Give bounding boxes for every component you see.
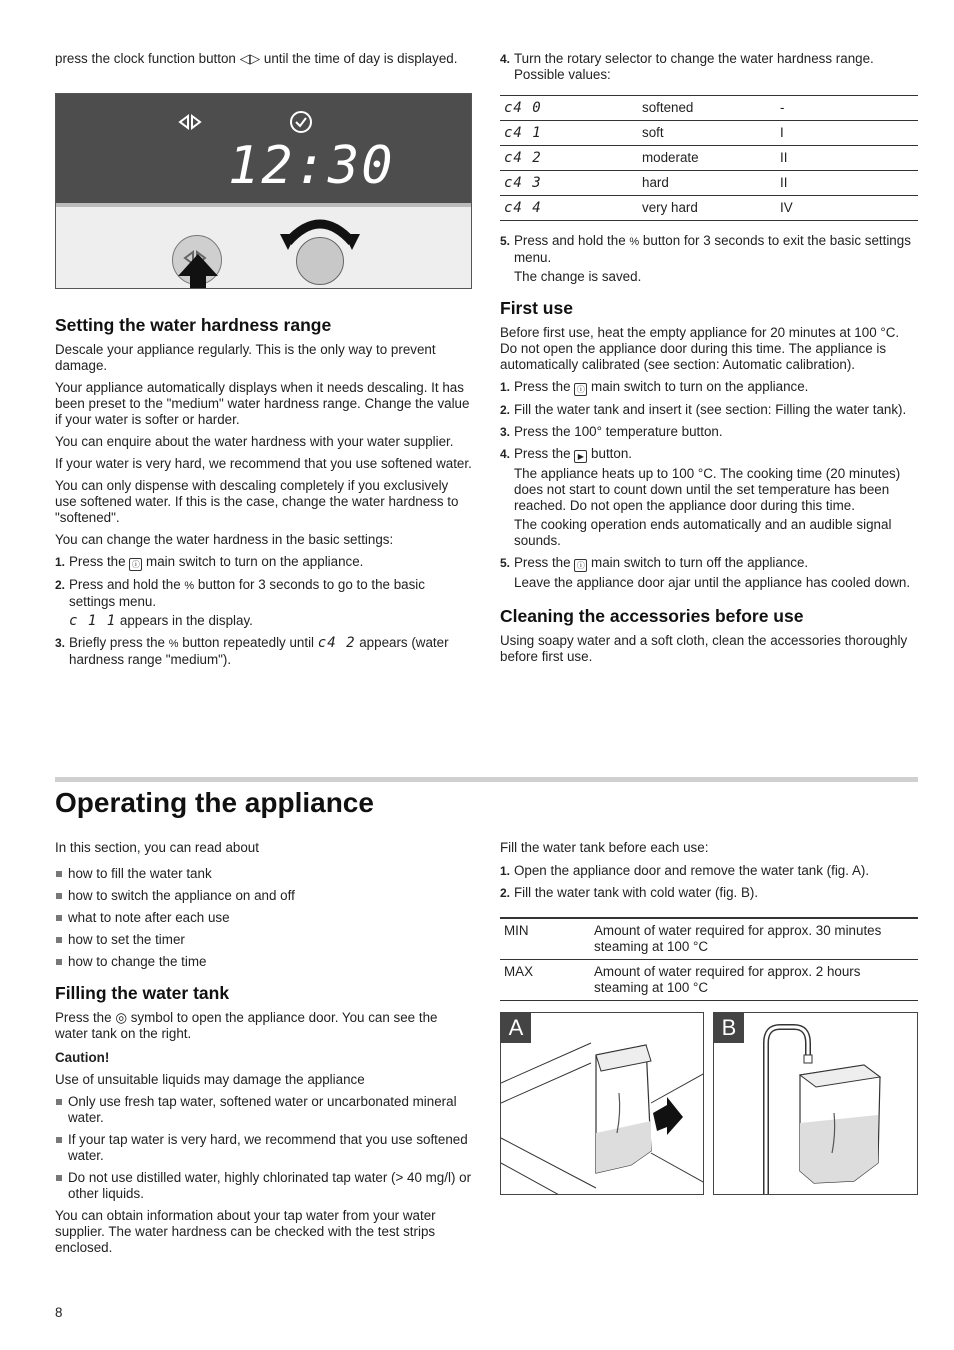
filling-closing: You can obtain information about your tap water from your water supplier. The water hardness can be checked with the test strips enclosed. (55, 1208, 436, 1255)
wh-para-2: Your appliance automatically displays when it needs descaling. It has been preset to the "medium" water hardness range. Change the value if your water is softer or harder. (55, 380, 470, 427)
fu-step-1: 1. Press the ⓘ main switch to turn on the appliance. (500, 379, 809, 394)
table-row: c4 0 softened - (500, 96, 918, 121)
basic-settings-icon: % (168, 638, 179, 650)
table-row: MAX Amount of water required for approx. 2 hours steaming at 100 °C (500, 960, 918, 1001)
fu-step-3: 3. Press the 100° temperature button. (500, 424, 723, 439)
display-code: c 1 1 (69, 613, 117, 629)
caution-text: Use of unsuitable liquids may damage the appliance (55, 1072, 365, 1087)
wh-step-1: 1. Press the ⓘ main switch to turn on the appliance. (55, 554, 364, 569)
list-item: Do not use distilled water, highly chlorinated tap water (> 40 mg/l) or other liquids. (55, 1170, 473, 1202)
press-arrow-icon (178, 254, 218, 289)
door-open-icon: ◎ (115, 1010, 127, 1025)
fill-steps (500, 863, 918, 901)
left-column-top (55, 51, 473, 73)
wh-step-2: 2. Press and hold the % button for 3 seconds to go to the basic settings menu. c 1 1 appears in the display. (55, 577, 425, 629)
rotate-arrow-icon (280, 212, 360, 252)
water-level-table (500, 917, 918, 1001)
start-stop-icon: ▶ (574, 450, 587, 463)
figure-b (713, 1012, 918, 1195)
wh-step-4: 4. Turn the rotary selector to change the water hardness range. Possible values: (500, 51, 874, 82)
panel-divider (56, 203, 471, 207)
fu-step-4: 4. Press the ▶ button. The appliance heats up to 100 °C. The cooking time (20 minutes) does not start to count down until the set temperature has been reached. Do not open the appliance door during this time. The cooking operation ends automatically and an audible signal sounds. (500, 446, 901, 548)
hardness-table (500, 95, 918, 221)
operating-intro: In this section, you can read about (55, 840, 259, 855)
display-panel (56, 94, 471, 203)
section-divider (55, 777, 918, 782)
operating-left (55, 840, 473, 1262)
wh-step-3: 3. Briefly press the % button repeatedly until c4 2 appears (water hardness range "medium"). (55, 635, 449, 667)
wh-step-5: 5. Press and hold the % button for 3 seconds to exit the basic settings menu. The change is saved. (500, 233, 911, 284)
first-use-heading: First use (500, 298, 573, 318)
list-item: how to set the timer (55, 932, 473, 948)
list-item: If your tap water is very hard, we recommend that you use softened water. (55, 1132, 473, 1164)
list-item: Only use fresh tap water, softened water or uncarbonated mineral water. (55, 1094, 473, 1126)
wh-para-6: You can change the water hardness in the basic settings: (55, 532, 394, 547)
water-hardness-section (55, 314, 473, 674)
display-time: 12:30 (228, 136, 395, 196)
cleaning-heading: Cleaning the accessories before use (500, 606, 804, 626)
table-row: c4 3 hard II (500, 171, 918, 196)
page-number: 8 (55, 1305, 63, 1320)
basic-settings-icon: % (184, 580, 195, 592)
table-row: MIN Amount of water required for approx. 30 minutes steaming at 100 °C (500, 918, 918, 960)
fill-step-2: 2. Fill the water tank with cold water (fig. B). (500, 885, 759, 900)
table-row: c4 1 soft I (500, 121, 918, 146)
wh-steps (55, 554, 473, 668)
clock-function-icon (176, 114, 206, 130)
fill-step-1: 1. Open the appliance door and remove the water tank (fig. A). (500, 863, 870, 878)
right-column-top (500, 51, 918, 671)
first-use-steps (500, 379, 918, 591)
list-item: what to note after each use (55, 910, 473, 926)
cleaning-text: Using soapy water and a soft cloth, clean the accessories thoroughly before first use. (500, 633, 908, 664)
list-item: how to change the time (55, 954, 473, 970)
table-row: c4 2 moderate II (500, 146, 918, 171)
figure-a-label: A (501, 1013, 531, 1043)
list-item: how to switch the appliance on and off (55, 888, 473, 904)
fu-step-5: 5. Press the ⓘ main switch to turn off the appliance. Leave the appliance door ajar until the appliance has cooled down. (500, 555, 911, 590)
wh-para-4: If your water is very hard, we recommend that you use softened water. (55, 456, 472, 471)
fill-tank-illustration (714, 1013, 918, 1195)
filling-heading: Filling the water tank (55, 983, 230, 1003)
clock-intro: press the clock function button ◁▷ until the time of day is displayed. (55, 51, 458, 66)
wh-para-3: You can enquire about the water hardness with your water supplier. (55, 434, 454, 449)
caution-list (55, 1094, 473, 1202)
operating-right (500, 840, 918, 1001)
display-code: c4 2 (317, 635, 356, 651)
table-row: c4 4 very hard IV (500, 196, 918, 221)
fu-step-2: 2. Fill the water tank and insert it (see section: Filling the water tank). (500, 402, 907, 417)
first-use-intro: Before first use, heat the empty appliance for 20 minutes at 100 °C. Do not open the appliance door during this time. The appliance is automatically calibrated (see section: Automatic calibration). (500, 325, 900, 372)
remove-tank-illustration (501, 1013, 704, 1195)
water-hardness-heading: Setting the water hardness range (55, 315, 332, 335)
main-switch-icon: ⓘ (129, 558, 142, 571)
control-panel-figure (55, 93, 472, 289)
topic-list (55, 866, 473, 970)
filling-intro: Press the ◎ symbol to open the appliance door. You can see the water tank on the right. (55, 1010, 438, 1041)
main-switch-icon: ⓘ (574, 559, 587, 572)
basic-settings-icon: % (629, 236, 640, 248)
wh-para-1: Descale your appliance regularly. This is the only way to prevent damage. (55, 342, 436, 373)
wh-para-5: You can only dispense with descaling completely if you exclusively use softened water. If this is the case, change the water hardness to "softened". (55, 478, 459, 525)
operating-title: Operating the appliance (55, 787, 374, 818)
fill-intro: Fill the water tank before each use: (500, 840, 709, 855)
figure-a (500, 1012, 704, 1195)
list-item: how to fill the water tank (55, 866, 473, 882)
figure-b-label: B (714, 1013, 744, 1043)
caution-title: Caution! (55, 1050, 110, 1065)
clock-icon (288, 109, 314, 135)
main-switch-icon: ⓘ (574, 383, 587, 396)
